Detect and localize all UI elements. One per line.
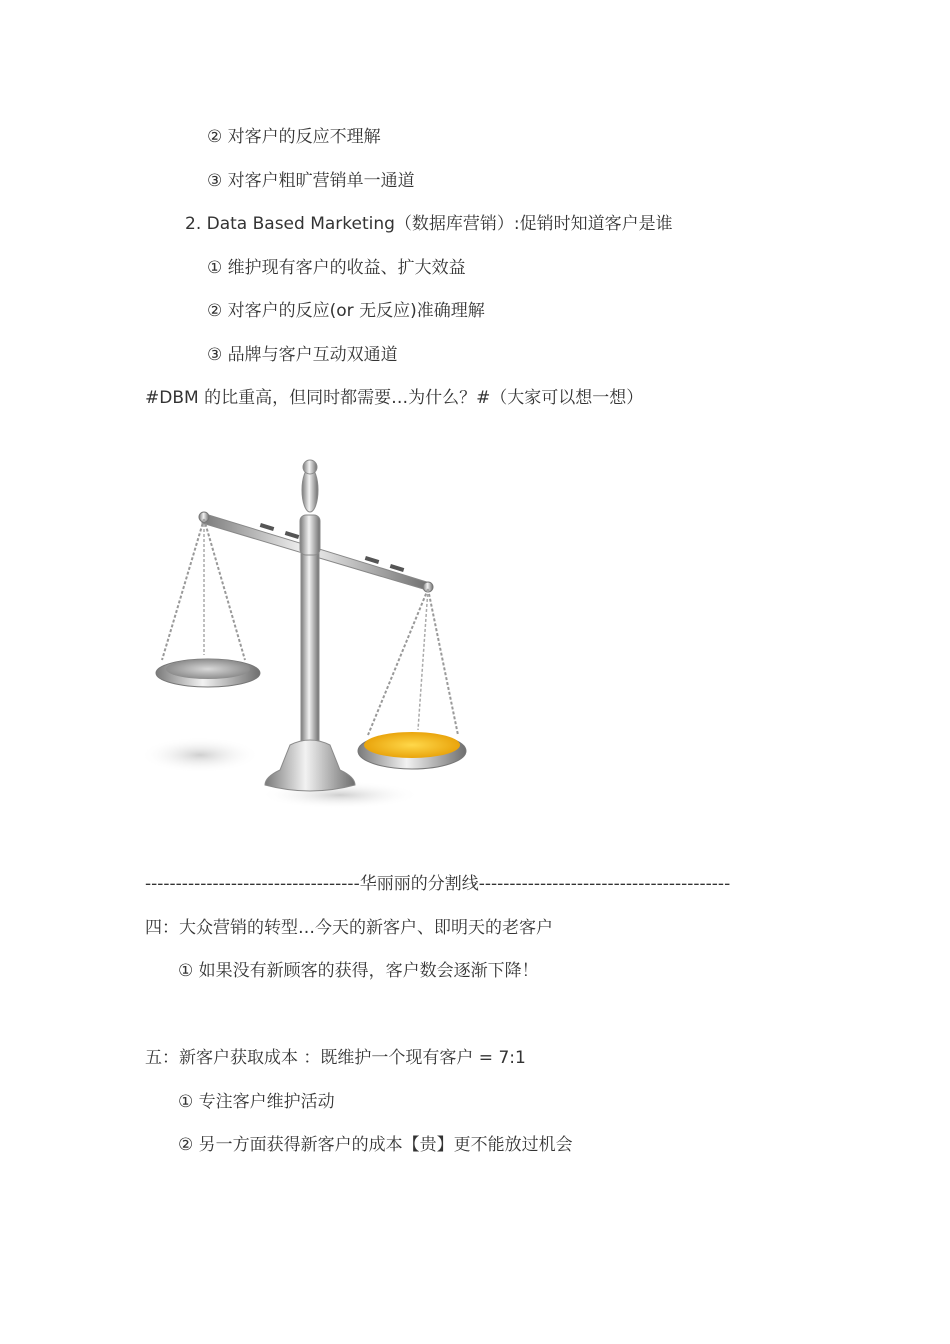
divider-line: -----------------------------------华丽丽的分割线----------------------------------------- [145,874,731,894]
text-line: ② 对客户的反应不理解 [207,127,381,147]
text-line: ① 专注客户维护活动 [178,1092,335,1112]
text-line: 四：大众营销的转型…今天的新客户、即明天的老客户 [145,918,553,938]
text-line: ① 维护现有客户的收益、扩大效益 [207,258,466,278]
text-line: ③ 对客户粗旷营销单一通道 [207,171,415,191]
text-line: 2. Data Based Marketing（数据库营销）:促销时知道客户是谁 [185,214,673,234]
text-line: ③ 品牌与客户互动双通道 [207,345,398,365]
text-line: ② 另一方面获得新客户的成本【贵】更不能放过机会 [178,1135,573,1155]
text-line: #DBM 的比重高，但同时都需要…为什么？#（大家可以想一想） [145,388,644,408]
text-line: 五：新客户获取成本 ：既维护一个现有客户 = 7:1 [145,1048,526,1068]
balance-scale-icon [140,455,480,815]
text-line: ② 对客户的反应(or 无反应)准确理解 [207,301,485,321]
text-line: ① 如果没有新顾客的获得，客户数会逐渐下降！ [178,961,539,981]
